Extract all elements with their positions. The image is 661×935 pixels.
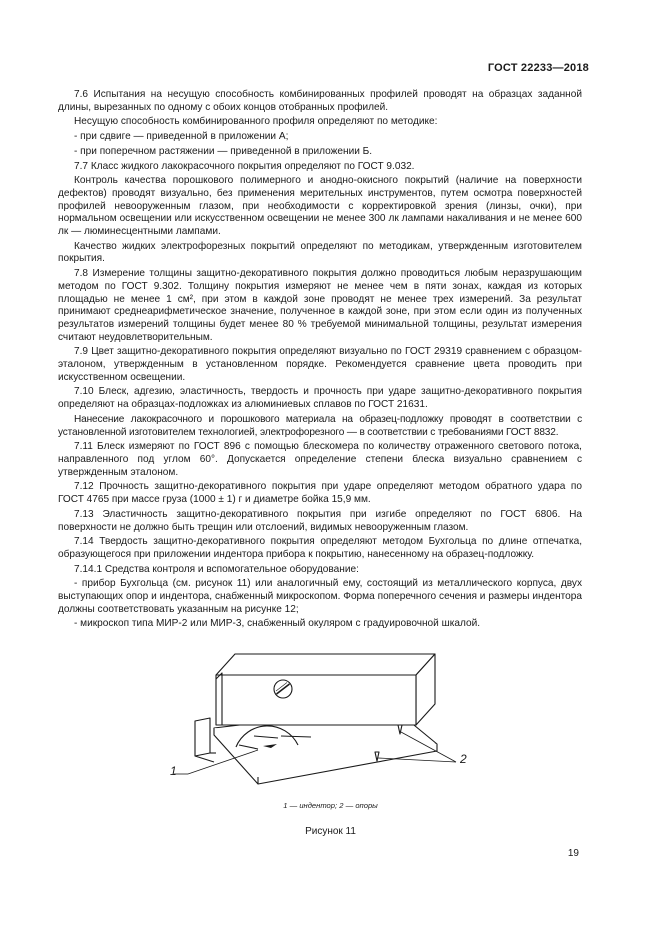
page-number: 19 bbox=[567, 848, 579, 859]
body-text bbox=[58, 89, 582, 633]
legend-dash: — bbox=[289, 801, 298, 810]
paragraph: 7.8 Измерение толщины защитно-декоративного покрытия должно проводиться любым неразрушающим методом по ГОСТ 9.302. Толщину покрытия измеряют не менее чем в пяти зонах, каждая из которых площадью не менее 1 см², при этом в каждой зоне проводят не менее трех измерений. За результат принимают среднеарифметическое значение, полученное в каждой зоне, при этом если один из полученных результатов измерений толщины будет менее 80 % требуемой минимальной толщины, результат измерения считают неудовлетворительным. bbox=[58, 268, 582, 343]
paragraph: 7.9 Цвет защитно-декоративного покрытия определяют визуально по ГОСТ 29319 сравнением с образцом-эталоном, утвержденным в установленном порядке. Рекомендуется сравнение цвета проводить при искусственном освещении. bbox=[58, 346, 582, 383]
paragraph: 7.14.1 Средства контроля и вспомогательное оборудование: bbox=[74, 563, 359, 575]
legend-text: опоры bbox=[355, 801, 378, 810]
legend-number: 2 bbox=[339, 801, 344, 810]
legend-number: 1 bbox=[283, 801, 288, 810]
paragraph: Нанесение лакокрасочного и порошкового материала на образец-подложку проводят в соответствии с установленной изготовителем технологией, электрофорезного — в соответствии с требованиями ГОСТ 8832. bbox=[58, 413, 582, 438]
device-body-front bbox=[216, 675, 416, 725]
figure-title: Рисунок 11 bbox=[305, 826, 356, 837]
paragraph: - при поперечном растяжении — приведенной в приложении Б. bbox=[74, 145, 373, 157]
legend-text: индентор; bbox=[299, 801, 338, 810]
paragraph: 7.11 Блеск измеряют по ГОСТ 896 с помощью блескомера по количеству отраженного светового потока, направленного под углом 60°. Допускается определение степени блеска визуально сравнением с утвержденным эталоном. bbox=[58, 441, 582, 478]
paragraph: 7.12 Прочность защитно-декоративного покрытия при ударе определяют методом обратного удара по ГОСТ 4765 при массе груза (1000 ± 1) г и диаметре бойка 15,9 мм. bbox=[58, 481, 582, 506]
buchholz-device-drawing bbox=[150, 649, 480, 797]
figure-legend bbox=[0, 801, 661, 810]
paragraph: - прибор Бухгольца (см. рисунок 11) или аналогичный ему, состоящий из металлического корпуса, двух выступающих опор и индентора, снабженный микроскопом. Форма поперечного сечения и размеры индентора должны соответствовать указанным на рисунке 12; bbox=[58, 578, 582, 615]
device-body-top bbox=[216, 654, 435, 675]
paragraph: - микроскоп типа МИР-2 или МИР-3, снабженный окуляром с градуировочной шкалой. bbox=[74, 618, 481, 630]
paragraph: - при сдвиге — приведенной в приложении А; bbox=[74, 131, 289, 143]
paragraph: Качество жидких электрофорезных покрытий определяют по методикам, утвержденным изготовителем покрытия. bbox=[58, 240, 582, 265]
clamp-bracket bbox=[195, 718, 210, 756]
paragraph: 7.13 Эластичность защитно-декоративного покрытия при изгибе определяют по ГОСТ 6806. На поверхности не должно быть трещин или отслоений, видимых невооруженным глазом. bbox=[58, 508, 582, 533]
figure-label-1: 1 bbox=[170, 764, 177, 778]
paragraph: 7.10 Блеск, адгезию, эластичность, твердость и прочность при ударе защитно-декоративного покрытия определяют на образцах-подложках из алюминиевых сплавов по ГОСТ 21631. bbox=[58, 386, 582, 411]
standard-code: ГОСТ 22233—2018 bbox=[487, 62, 589, 74]
figure-label-2: 2 bbox=[460, 752, 467, 766]
buchholz-device-figure bbox=[150, 649, 480, 797]
legend-dash: — bbox=[345, 801, 354, 810]
paragraph: 7.7 Класс жидкого лакокрасочного покрытия определяют по ГОСТ 9.032. bbox=[74, 160, 415, 172]
paragraph: 7.14 Твердость защитно-декоративного покрытия определяют методом Бухгольца по длине отпечатка, образующегося при приложении индентора прибора к покрытию, нанесенному на образец-подложку. bbox=[58, 536, 582, 560]
paragraph: Несущую способность комбинированного профиля определяют по методике: bbox=[74, 116, 438, 128]
paragraph: 7.6 Испытания на несущую способность комбинированных профилей проводят на образцах заданной длины, вырезанных по одному с обоих концов отобранных профилей. bbox=[58, 89, 582, 113]
paragraph: Контроль качества порошкового полимерного и анодно-окисного покрытий (наличие на поверхности дефектов) проводят визуально, без применения мерительных инструментов, путем осмотра поверхностей профилей невооруженным глазом, при необходимости с корректировкой зрения (линзы, очки), при нормальном освещении или искусственном освещении не менее 300 лк лампами накаливания и не менее 600 лк — люминесцентными лампами. bbox=[58, 175, 582, 238]
